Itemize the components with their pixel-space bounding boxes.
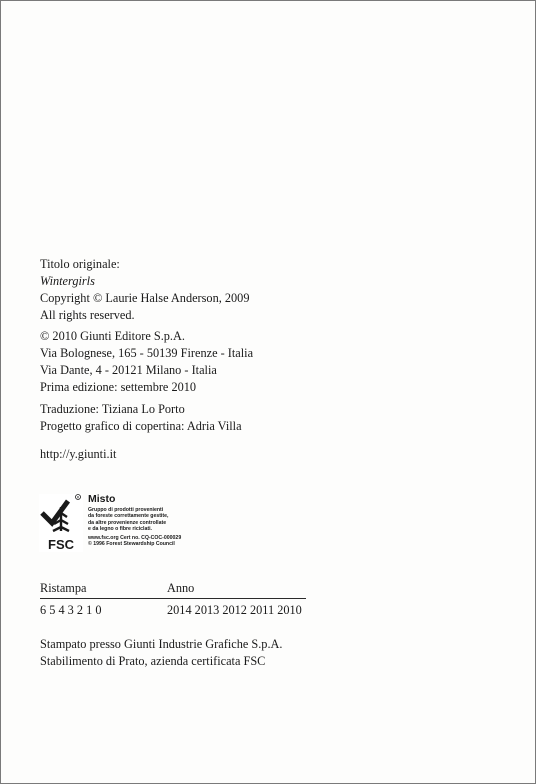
fsc-desc-line: da foreste correttamente gestite,: [88, 513, 169, 520]
fsc-certification: [88, 535, 278, 548]
original-title-label: Titolo originale:: [40, 257, 120, 271]
publisher-address-milano: Via Dante, 4 - 20121 Milano - Italia: [40, 363, 217, 377]
reprint-header: [40, 581, 306, 598]
anno-label: Anno: [167, 581, 195, 595]
fsc-logo-text: FSC: [48, 537, 74, 552]
reprint-divider: [40, 598, 306, 599]
original-title-block: [40, 256, 249, 324]
edition-date: Prima edizione: settembre 2010: [40, 380, 197, 394]
fsc-desc-line: Gruppo di prodotti provenienti: [88, 507, 164, 513]
printer-plant: Stabilimento di Prato, azienda certificata FSC: [40, 654, 266, 668]
publisher-copyright: © 2010 Giunti Editore S.p.A.: [40, 329, 185, 343]
reprint-values-row: [40, 603, 306, 621]
publisher-block: [40, 328, 253, 396]
fsc-description: [88, 507, 278, 533]
website-url: http://y.giunti.it: [40, 447, 117, 461]
anno-values: 2014 2013 2012 2011 2010: [167, 603, 302, 617]
fsc-cert-number: www.fsc.org Cert no. CQ-COC-000029: [88, 534, 182, 541]
reprint-table: [40, 581, 306, 621]
svg-text:R: R: [76, 495, 80, 500]
credits-block: [40, 401, 242, 435]
printer-name: Stampato presso Giunti Industrie Grafiche S.p.A.: [40, 637, 283, 651]
cover-design-credit: Progetto grafico di copertina: Adria Villa: [40, 419, 242, 433]
fsc-council-copyright: © 1996 Forest Stewardship Council: [88, 541, 175, 548]
original-title: Wintergirls: [40, 274, 95, 288]
fsc-desc-line: e da legno o fibre riciclati.: [88, 526, 152, 533]
rights-statement: All rights reserved.: [40, 308, 135, 322]
fsc-text: [88, 493, 278, 547]
printer-block: [40, 636, 282, 670]
fsc-label: [38, 493, 278, 553]
fsc-desc-line: da altre provenienze controllate: [88, 519, 167, 526]
website-block: [40, 446, 116, 463]
translation-credit: Traduzione: Tiziana Lo Porto: [40, 402, 185, 416]
fsc-tree-logo-icon: [38, 493, 84, 553]
publisher-address-firenze: Via Bolognese, 165 - 50139 Firenze - Italia: [40, 346, 254, 360]
ristampa-values: 6 5 4 3 2 1 0: [40, 603, 102, 617]
original-copyright: Copyright © Laurie Halse Anderson, 2009: [40, 291, 250, 305]
ristampa-label: Ristampa: [40, 581, 87, 595]
fsc-title: Misto: [88, 493, 116, 505]
